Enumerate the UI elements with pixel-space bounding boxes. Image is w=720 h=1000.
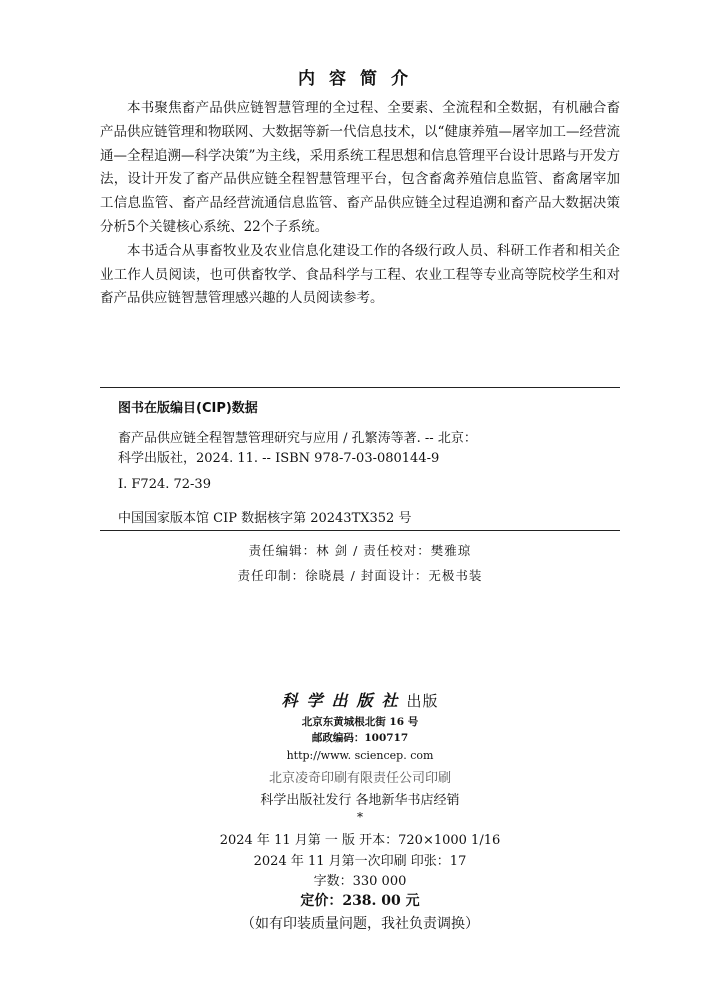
editors-line: 责任编辑：林 剑 / 责任校对：樊雅琼: [248, 543, 472, 558]
intro-paragraph: 本书聚焦畜产品供应链智慧管理的全过程、全要素、全流程和全数据，有机融合畜产品供应链管理和物联网、大数据等新一代信息技术，以“健康养殖—屠宰加工—经营流通—全程追溯—科学决策”为主线，采用系统工程思想和信息管理平台设计思路与开发方法，设计开发了畜产品供应链全程智慧管理平台，包含畜禽养殖信息监管、畜禽屠宰加工信息监管、畜产品经营流通信息监管、畜产品供应链全过程追溯和畜产品大数据决策分析5个关键核心系统、22个子系统。: [100, 100, 620, 235]
production-line: 责任印制：徐晓晨 / 封面设计：无极书装: [237, 568, 483, 583]
intro-text: [100, 97, 620, 311]
price-line: 定价：238. 00 元: [300, 893, 420, 909]
cip-line: Ⅰ. F724. 72-39: [118, 477, 211, 492]
publisher-line: [0, 688, 720, 711]
printing-line: 2024 年 11 月第一次印刷 印张：17: [253, 854, 467, 869]
page-title: 内容简介: [298, 69, 422, 89]
publisher-name: 科学出版社: [281, 691, 407, 710]
distribution-line: 科学出版社发行 各地新华书店经销: [260, 793, 460, 808]
cip-line: 畜产品供应链全程智慧管理研究与应用 / 孔繁涛等著. -- 北京：: [118, 431, 477, 446]
divider: [100, 530, 620, 531]
intro-paragraph: 本书适合从事畜牧业及农业信息化建设工作的各级行政人员、科研工作者和相关企业工作人员阅读，也可供畜牧学、食品科学与工程、农业工程等专业高等院校学生和对畜产品供应链智慧管理感兴趣的人员阅读参考。: [100, 242, 620, 307]
publisher-website: http://www. sciencep. com: [286, 749, 434, 762]
wordcount-line: 字数：330 000: [313, 874, 407, 889]
printer-line: 北京凌奇印刷有限责任公司印刷: [268, 771, 451, 786]
cip-line: 中国国家版本馆 CIP 数据核字第 20243TX352 号: [118, 511, 412, 526]
quality-notice: （如有印装质量问题，我社负责调换）: [241, 916, 479, 932]
publisher-address: 北京东黄城根北街 16 号: [301, 716, 419, 728]
edition-line: 2024 年 11 月第 一 版 开本：720×1000 1/16: [219, 833, 501, 848]
separator-star: *: [357, 810, 363, 824]
publisher-postcode: 邮政编码：100717: [311, 732, 409, 744]
divider: [100, 387, 620, 388]
publisher-suffix: 出版: [406, 692, 439, 710]
cip-line: 科学出版社，2024. 11. -- ISBN 978-7-03-080144-9: [118, 451, 440, 466]
cip-heading: 图书在版编目(CIP)数据: [118, 401, 258, 416]
